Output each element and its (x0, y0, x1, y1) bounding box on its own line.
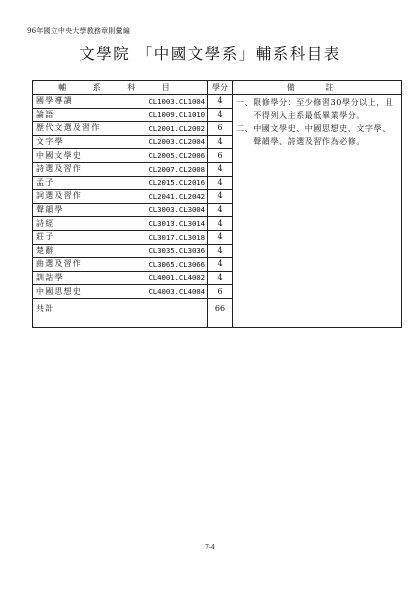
course-name: 國學導讀 (33, 95, 137, 109)
course-credits: 4 (208, 135, 233, 149)
header-credits: 學分 (208, 81, 233, 95)
course-credits: 6 (208, 122, 233, 136)
course-credits: 6 (208, 149, 233, 163)
note-item (236, 122, 398, 148)
note-text: 中國文學史、中國思想史、文字學、聲韻學、詩選及習作為必修。 (253, 124, 391, 146)
course-code: CL3013.CL3014 (136, 217, 208, 231)
course-name: 孟子 (33, 176, 137, 190)
minor-course-table (32, 80, 402, 328)
document-header: 96年國立中央大學教務章則彙編 (27, 27, 130, 35)
course-code: CL3035.CL3036 (136, 244, 208, 258)
course-credits: 6 (208, 285, 233, 299)
course-code: CL2007.CL2008 (136, 162, 208, 176)
page-number: 7-4 (205, 544, 215, 551)
course-credits: 4 (208, 108, 233, 122)
course-credits: 4 (208, 244, 233, 258)
notes-cell (233, 95, 402, 328)
course-name: 文字學 (33, 135, 137, 149)
course-code: CL2001.CL2002 (136, 122, 208, 136)
course-credits: 4 (208, 162, 233, 176)
course-name: 曲選及習作 (33, 258, 137, 272)
course-name: 中國思想史 (33, 285, 137, 299)
header-course: 輔 系 科 目 (33, 81, 208, 95)
course-name: 詩選及習作 (33, 162, 137, 176)
course-name: 詞選及習作 (33, 190, 137, 204)
course-code: CL4001.CL4002 (136, 271, 208, 285)
course-name: 訓詁學 (33, 271, 137, 285)
course-name: 詩經 (33, 217, 137, 231)
course-code: CL2003.CL2004 (136, 135, 208, 149)
course-credits: 4 (208, 95, 233, 109)
course-code: CL2015.CL2016 (136, 176, 208, 190)
course-credits: 4 (208, 190, 233, 204)
course-code: CL3017.CL3018 (136, 230, 208, 244)
course-credits: 4 (208, 271, 233, 285)
table-header-row (33, 81, 402, 95)
course-name: 聲韻學 (33, 203, 137, 217)
course-code: CL1009.CL1010 (136, 108, 208, 122)
course-code: CL3003.CL3004 (136, 203, 208, 217)
course-name: 論語 (33, 108, 137, 122)
course-code: CL4003.CL4004 (136, 285, 208, 299)
course-name: 楚辭 (33, 244, 137, 258)
course-name: 中國文學史 (33, 149, 137, 163)
page-title: 文學院 「中國文學系」輔系科目表 (79, 45, 341, 63)
course-code: CL2005.CL2006 (136, 149, 208, 163)
table-row (33, 95, 402, 109)
note-number: 一、 (236, 98, 254, 107)
header-notes: 備 註 (233, 81, 402, 95)
note-item (236, 96, 398, 122)
note-number: 二、 (236, 124, 254, 133)
course-credits: 4 (208, 230, 233, 244)
course-credits: 4 (208, 217, 233, 231)
course-name: 莊子 (33, 230, 137, 244)
note-text: 限修學分：至少修習30學分以上，且不得列入主系最低畢業學分。 (253, 98, 394, 120)
course-code: CL3065.CL3066 (136, 258, 208, 272)
course-credits: 4 (208, 203, 233, 217)
total-label: 共計 (33, 298, 208, 327)
course-code: CL1003.CL1004 (136, 95, 208, 109)
course-credits: 4 (208, 258, 233, 272)
total-credits: 66 (208, 298, 233, 327)
course-credits: 4 (208, 176, 233, 190)
course-name: 歷代文選及習作 (33, 122, 137, 136)
course-code: CL2041.CL2042 (136, 190, 208, 204)
